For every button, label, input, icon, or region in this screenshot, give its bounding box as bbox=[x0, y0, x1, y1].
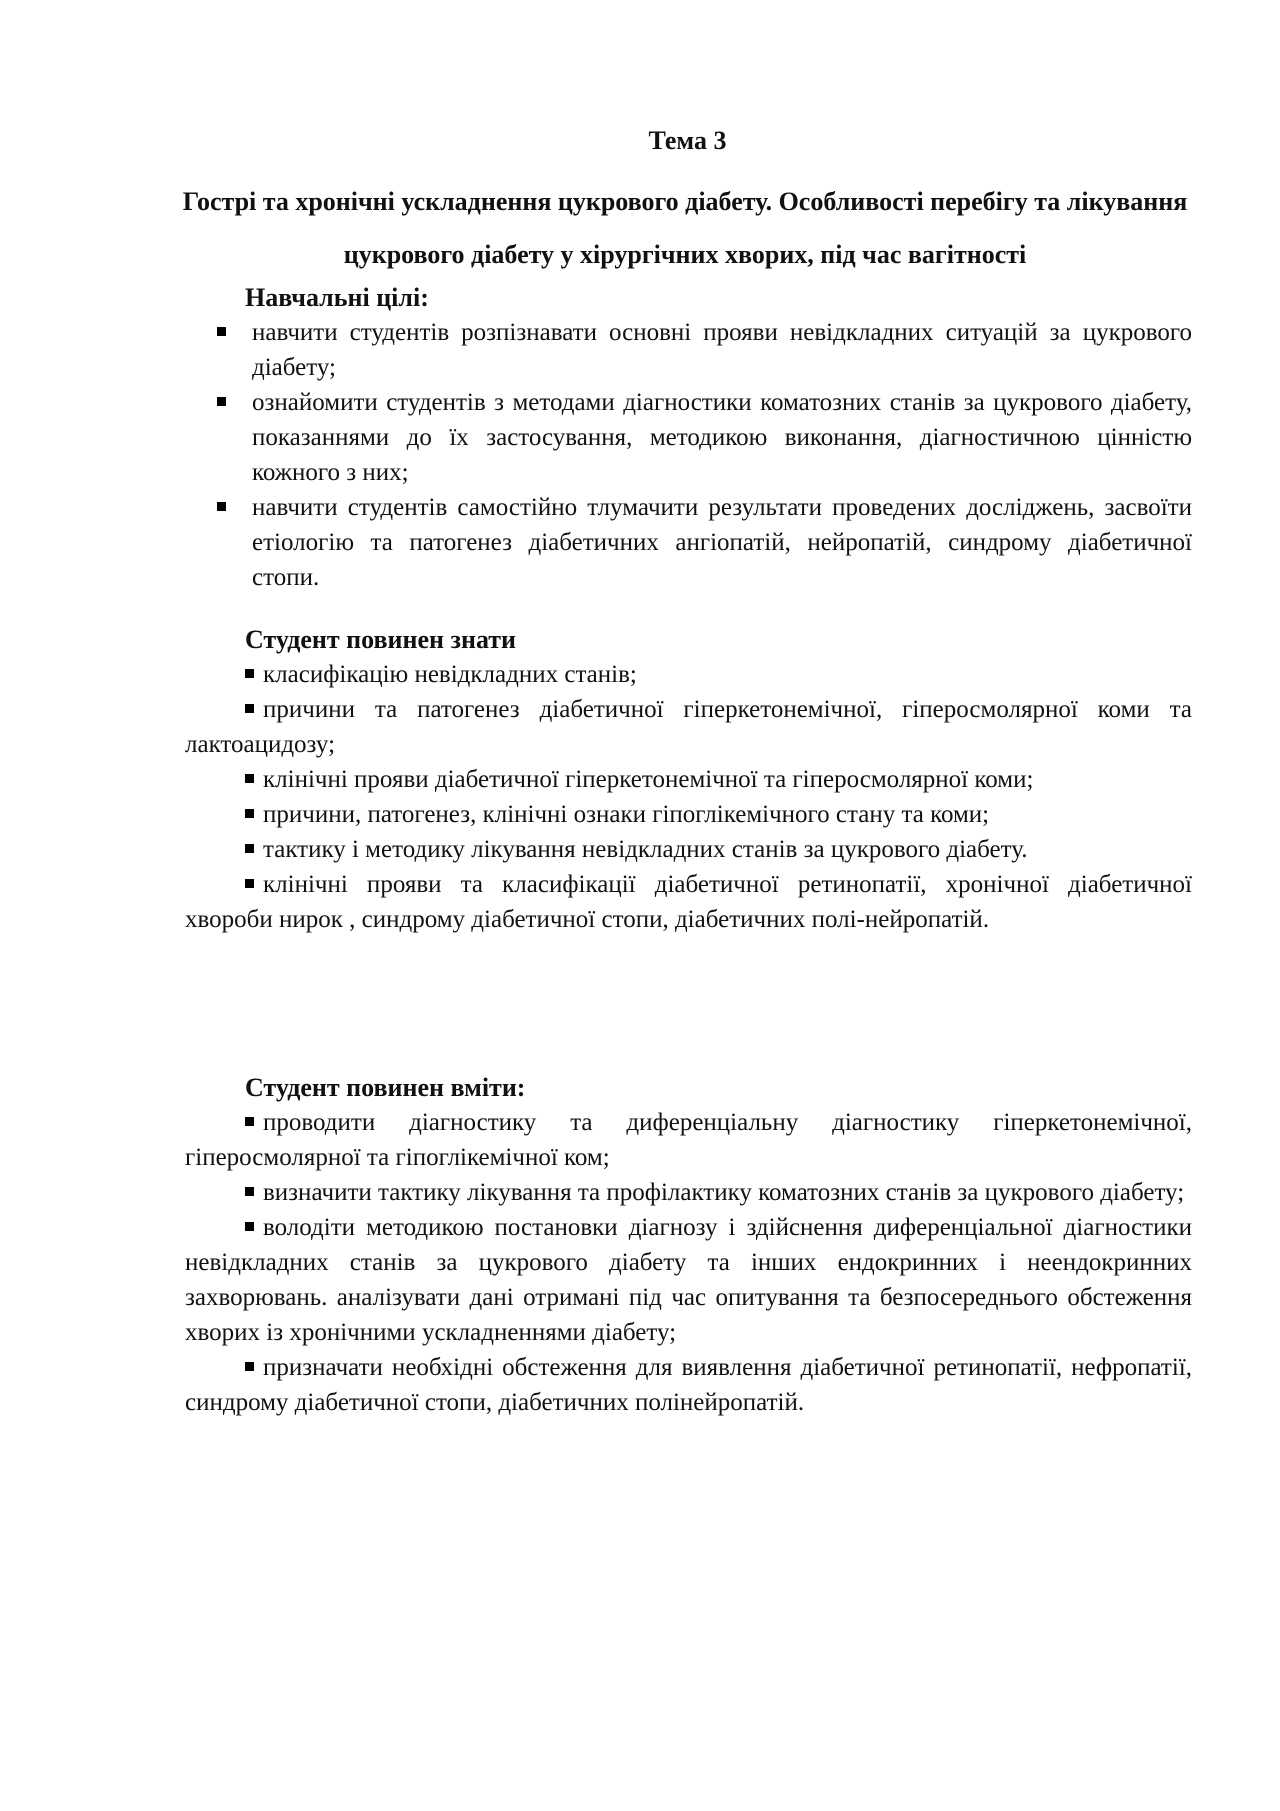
know-heading: Студент повинен знати bbox=[245, 625, 517, 654]
square-bullet-icon bbox=[245, 774, 254, 783]
square-bullet-icon bbox=[217, 397, 226, 406]
list-item bbox=[185, 1175, 1192, 1210]
list-item-text: проводити діагностику та диференціальну діагностику гіперкетонемічної, гіперосмолярної та гіпоглікемічної ком; bbox=[185, 1109, 1192, 1171]
list-item bbox=[185, 1105, 1192, 1175]
goals-list bbox=[215, 315, 1192, 595]
list-item bbox=[185, 867, 1192, 937]
list-item bbox=[215, 385, 1192, 490]
list-item bbox=[185, 832, 1192, 867]
list-item-text: клінічні прояви діабетичної гіперкетонемічної та гіперосмолярної коми; bbox=[263, 766, 1034, 793]
list-item bbox=[215, 490, 1192, 595]
goals-heading: Навчальні цілі: bbox=[245, 283, 429, 312]
square-bullet-icon bbox=[245, 669, 254, 678]
square-bullet-icon bbox=[245, 809, 254, 818]
list-item-text: ознайомити студентів з методами діагностики коматозних станів за цукрового діабету, показаннями до їх застосування, методикою виконання, діагностичною цінністю кожного з них; bbox=[252, 389, 1192, 486]
square-bullet-icon bbox=[245, 704, 254, 713]
list-item bbox=[215, 315, 1192, 385]
able-heading: Студент повинен вміти: bbox=[245, 1073, 526, 1102]
square-bullet-icon bbox=[217, 327, 226, 336]
list-item bbox=[185, 657, 1192, 692]
list-item-text: володіти методикою постановки діагнозу і здійснення диференціальної діагностики невідкладних станів за цукрового діабету та інших ендокринних і неендокринних захворювань. аналізувати дані отримані під час опитування та безпосереднього обстеження хворих із хронічними ускладненнями діабету; bbox=[185, 1214, 1192, 1346]
list-item bbox=[185, 1210, 1192, 1350]
able-list bbox=[185, 1105, 1192, 1420]
list-item-text: визначити тактику лікування та профілактику коматозних станів за цукрового діабету; bbox=[263, 1179, 1185, 1206]
list-item-text: клінічні прояви та класифікації діабетичної ретинопатії, хронічної діабетичної хвороби нирок , синдрому діабетичної стопи, діабетичних полі-нейропатій. bbox=[185, 871, 1192, 933]
list-item bbox=[185, 692, 1192, 762]
list-item-text: причини, патогенез, клінічні ознаки гіпоглікемічного стану та коми; bbox=[263, 801, 990, 828]
list-item bbox=[185, 797, 1192, 832]
list-item-text: призначати необхідні обстеження для виявлення діабетичної ретинопатії, нефропатії, синдрому діабетичної стопи, діабетичних полінейропатій. bbox=[185, 1354, 1192, 1416]
list-item bbox=[185, 1350, 1192, 1420]
list-item-text: навчити студентів самостійно тлумачити результати проведених досліджень, засвоїти етіологію та патогенез діабетичних ангіопатій, нейропатій, синдрому діабетичної стопи. bbox=[252, 494, 1192, 591]
list-item-text: навчити студентів розпізнавати основні прояви невідкладних ситуацій за цукрового діабету; bbox=[252, 319, 1192, 381]
know-list bbox=[185, 657, 1192, 937]
list-item-text: причини та патогенез діабетичної гіперкетонемічної, гіперосмолярної коми та лактоацидозу; bbox=[185, 696, 1192, 758]
square-bullet-icon bbox=[245, 879, 254, 888]
square-bullet-icon bbox=[217, 502, 226, 511]
square-bullet-icon bbox=[245, 844, 254, 853]
topic-number: Тема 3 bbox=[648, 126, 727, 155]
topic-title: Гострі та хронічні ускладнення цукрового діабету. Особливості перебігу та лікування цукрового діабету у хірургічних хворих, під час вагітності bbox=[182, 187, 1188, 269]
square-bullet-icon bbox=[245, 1117, 254, 1126]
list-item bbox=[185, 762, 1192, 797]
square-bullet-icon bbox=[245, 1222, 254, 1231]
list-item-text: класифікацію невідкладних станів; bbox=[263, 661, 637, 688]
square-bullet-icon bbox=[245, 1187, 254, 1196]
list-item-text: тактику і методику лікування невідкладних станів за цукрового діабету. bbox=[263, 836, 1028, 863]
square-bullet-icon bbox=[245, 1362, 254, 1371]
